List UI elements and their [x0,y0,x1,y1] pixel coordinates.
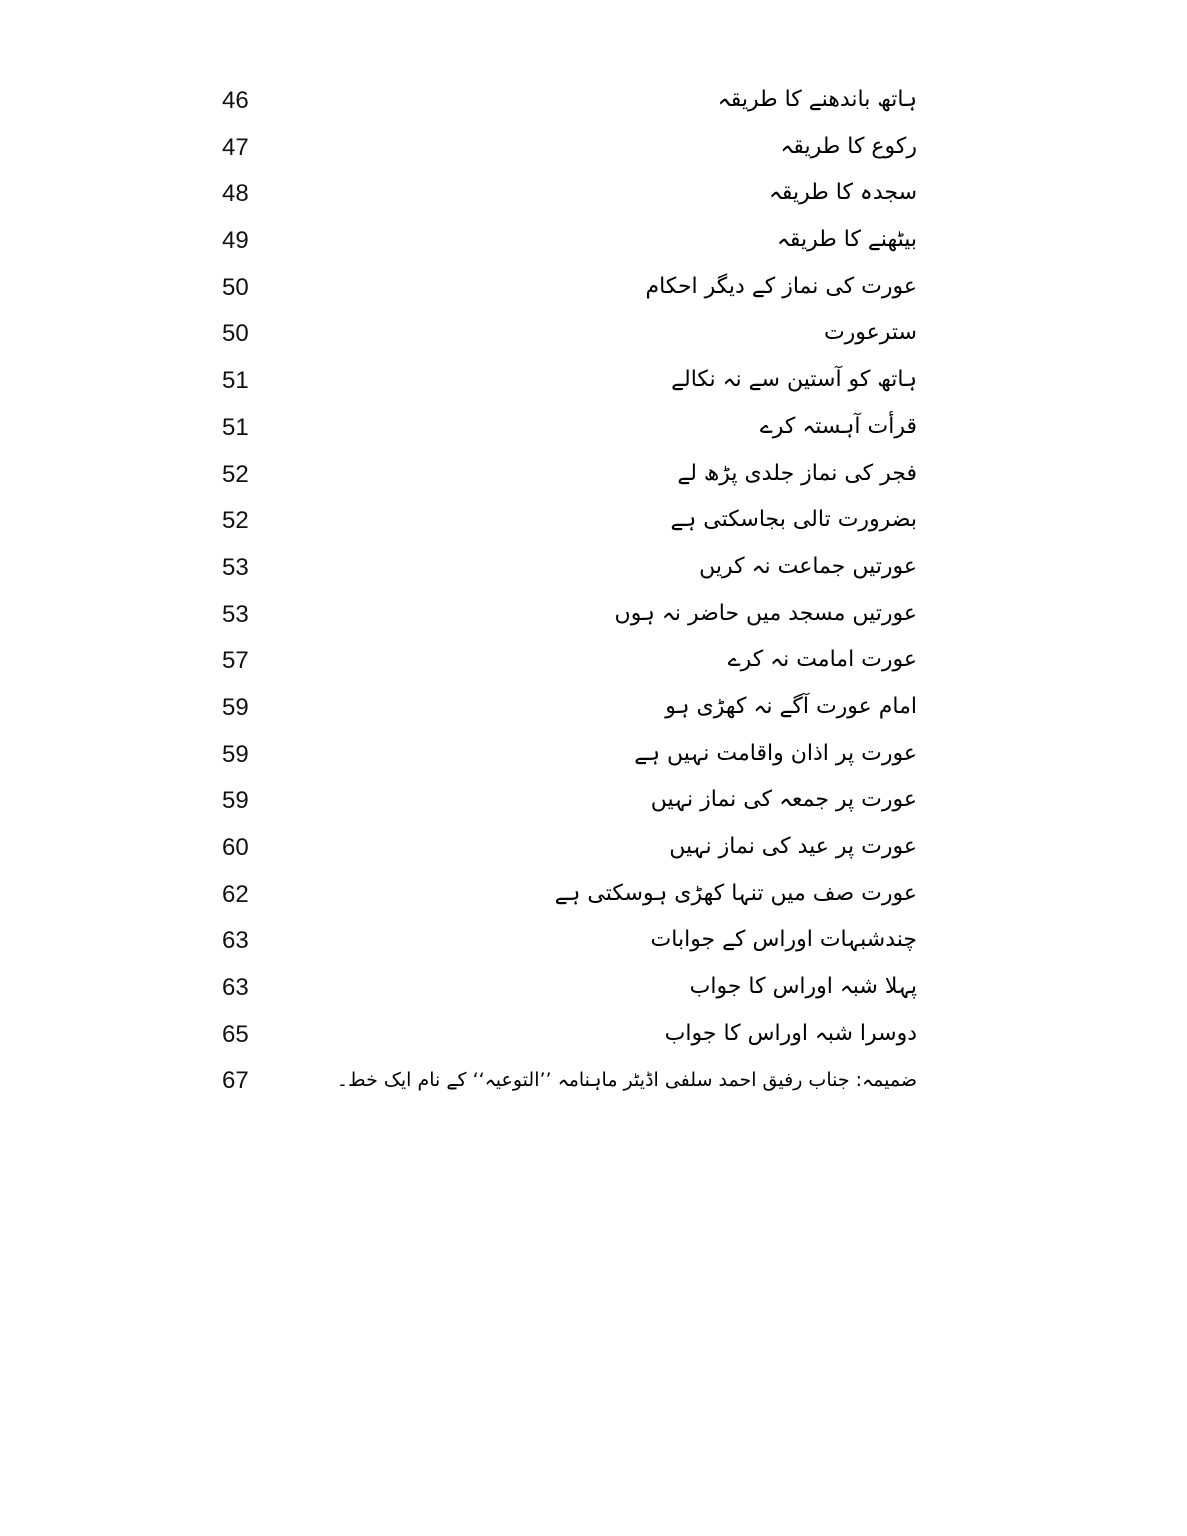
page-number: 49 [222,227,249,255]
entry-title: چندشبہات اوراس کے جوابات [650,927,917,953]
entry-title: عورت پر عید کی نماز نہیں [669,834,917,859]
entry-title: عورت کی نماز کے دیگر احکام [645,273,917,299]
entry-title: سترعورت [823,320,917,346]
page-number: 53 [222,553,249,581]
toc-row [0,1012,1187,1059]
toc-row [0,265,1187,312]
toc-row [0,498,1187,545]
toc-row [0,918,1187,965]
entry-title: عورت پر اذان واقامت نہیں ہے [634,740,917,766]
toc-row [0,218,1187,265]
entry-title: عورت امامت نہ کرے [727,647,917,673]
toc-row [0,78,1187,125]
entry-title: امام عورت آگے نہ کھڑی ہو [665,693,917,719]
page-number: 48 [222,180,249,208]
entry-title: عورت پر جمعہ کی نماز نہیں [650,787,917,813]
page-number: 59 [222,693,249,721]
page-number: 52 [222,507,249,535]
entry-title: پہلا شبہ اوراس کا جواب [689,974,917,1000]
entry-title: رکوع کا طریقہ [780,133,917,159]
toc-row [0,125,1187,172]
toc-row [0,1058,1187,1110]
toc-row [0,965,1187,1012]
page-number: 62 [222,880,249,908]
page-number: 57 [222,647,249,675]
toc-row [0,358,1187,405]
toc-row [0,778,1187,825]
toc-row [0,311,1187,358]
entry-title: عورت صف میں تنہا کھڑی ہوسکتی ہے [554,880,917,906]
entry-title: ہاتھ کو آستین سے نہ نکالے [671,367,917,393]
page-number: 63 [222,974,249,1002]
entry-title: قرأت آہستہ کرے [759,413,917,439]
toc-row [0,732,1187,779]
page-number: 65 [222,1020,249,1048]
page-number: 59 [222,787,249,815]
page-number: 60 [222,834,249,861]
page-number: 63 [222,927,249,955]
page-number: 53 [222,600,249,628]
entry-title: فجر کی نماز جلدی پڑھ لے [677,460,917,486]
entry-title: بیٹھنے کا طریقہ [776,227,917,253]
entry-title: ضمیمہ: جناب رفیق احمد سلفی اڈیٹر ماہنامہ ’’التوعیہ‘‘ کے نام ایک خط۔ [336,1069,917,1092]
toc-row [0,405,1187,452]
toc-row [0,685,1187,732]
page-number: 46 [222,87,249,114]
page-number: 51 [222,367,249,395]
entry-title: ہاتھ باندھنے کا طریقہ [717,87,917,112]
entry-title: دوسرا شبہ اوراس کا جواب [664,1020,917,1046]
entry-title: سجدہ کا طریقہ [768,180,917,206]
table-of-contents [0,78,1187,1110]
page-number: 59 [222,740,249,768]
page-number: 52 [222,460,249,488]
page-number: 67 [222,1067,249,1095]
entry-title: عورتیں مسجد میں حاضر نہ ہوں [614,600,917,626]
toc-row [0,171,1187,218]
page-number: 50 [222,273,249,301]
toc-row [0,872,1187,919]
toc-row [0,825,1187,872]
entry-title: عورتیں جماعت نہ کریں [699,553,917,579]
toc-row [0,638,1187,685]
page-number: 51 [222,413,249,441]
page-number: 47 [222,133,249,161]
toc-row [0,452,1187,499]
page-number: 50 [222,320,249,348]
toc-row [0,545,1187,592]
toc-row [0,592,1187,639]
entry-title: بضرورت تالی بجاسکتی ہے [670,507,917,533]
